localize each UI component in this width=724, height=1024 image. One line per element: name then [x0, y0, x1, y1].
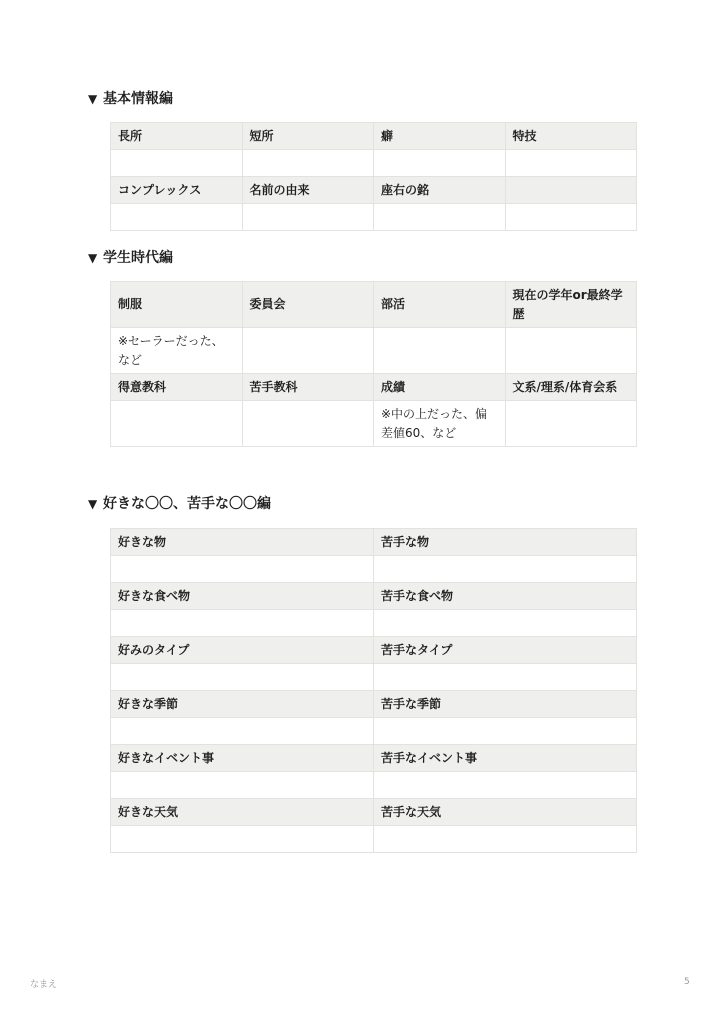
- table-cell: [242, 150, 374, 177]
- header-cell: [505, 177, 637, 204]
- table-cell: [111, 718, 374, 745]
- table-cell: [374, 772, 637, 799]
- table-cell: [505, 204, 637, 231]
- table-row: [111, 772, 637, 799]
- header-cell: 委員会: [242, 282, 374, 328]
- table-cell: ※セーラーだった、など: [111, 328, 243, 374]
- table-cell: [242, 401, 374, 447]
- header-cell: 文系/理系/体育会系: [505, 374, 637, 401]
- triangle-down-icon: ▼: [88, 92, 98, 106]
- header-cell: 苦手な季節: [374, 691, 637, 718]
- section-title-school: ▼ 学生時代編: [88, 250, 173, 266]
- table-cell: [374, 826, 637, 853]
- header-cell: 苦手なイベント事: [374, 745, 637, 772]
- header-cell: 苦手な食べ物: [374, 583, 637, 610]
- table-cell: [111, 664, 374, 691]
- header-cell: 制服: [111, 282, 243, 328]
- header-cell: 癖: [374, 123, 506, 150]
- table-row: [111, 150, 637, 177]
- table-row: [111, 204, 637, 231]
- table-cell: [374, 610, 637, 637]
- table-header-row: [111, 583, 637, 610]
- header-cell: 好きな季節: [111, 691, 374, 718]
- table-cell: [374, 204, 506, 231]
- header-cell: 名前の由来: [242, 177, 374, 204]
- table-header-row: [111, 123, 637, 150]
- table-row: [111, 328, 637, 374]
- table-cell: [111, 204, 243, 231]
- table-row: [111, 610, 637, 637]
- header-cell: コンプレックス: [111, 177, 243, 204]
- likes-dislikes-table: [110, 528, 637, 853]
- header-cell: 好みのタイプ: [111, 637, 374, 664]
- table-cell: [242, 204, 374, 231]
- section-title-basic: ▼ 基本情報編: [88, 91, 173, 107]
- header-cell: 部活: [374, 282, 506, 328]
- table-cell: [374, 328, 506, 374]
- header-cell: 好きな食べ物: [111, 583, 374, 610]
- table-cell: [374, 664, 637, 691]
- header-cell: 苦手な物: [374, 529, 637, 556]
- triangle-down-icon: ▼: [88, 497, 98, 511]
- table-cell: ※中の上だった、偏差値60、など: [374, 401, 506, 447]
- table-header-row: [111, 282, 637, 328]
- footer-name: なまえ: [30, 980, 58, 990]
- table-header-row: [111, 691, 637, 718]
- table-row: [111, 664, 637, 691]
- table-cell: [242, 328, 374, 374]
- table-header-row: [111, 745, 637, 772]
- table-cell: [111, 150, 243, 177]
- header-cell: 現在の学年or最終学歴: [505, 282, 637, 328]
- table-cell: [374, 150, 506, 177]
- basic-info-table: [110, 122, 637, 231]
- table-cell: [505, 328, 637, 374]
- table-cell: [111, 556, 374, 583]
- table-cell: [374, 718, 637, 745]
- table-header-row: [111, 799, 637, 826]
- header-cell: 好きな物: [111, 529, 374, 556]
- header-cell: 特技: [505, 123, 637, 150]
- section-title-likes: ▼ 好きな〇〇、苦手な〇〇編: [88, 496, 271, 512]
- header-cell: 苦手なタイプ: [374, 637, 637, 664]
- table-row: [111, 401, 637, 447]
- table-cell: [111, 772, 374, 799]
- table-row: [111, 718, 637, 745]
- header-cell: 座右の銘: [374, 177, 506, 204]
- table-cell: [111, 610, 374, 637]
- school-days-table: [110, 281, 637, 447]
- table-cell: [374, 556, 637, 583]
- table-cell: [111, 826, 374, 853]
- table-header-row: [111, 177, 637, 204]
- header-cell: 得意教科: [111, 374, 243, 401]
- header-cell: 苦手教科: [242, 374, 374, 401]
- header-cell: 好きなイベント事: [111, 745, 374, 772]
- table-cell: [111, 401, 243, 447]
- table-header-row: [111, 637, 637, 664]
- table-cell: [505, 401, 637, 447]
- table-row: [111, 556, 637, 583]
- table-header-row: [111, 529, 637, 556]
- page-number: 5: [684, 977, 690, 987]
- table-header-row: [111, 374, 637, 401]
- header-cell: 成績: [374, 374, 506, 401]
- header-cell: 苦手な天気: [374, 799, 637, 826]
- triangle-down-icon: ▼: [88, 251, 98, 265]
- table-cell: [505, 150, 637, 177]
- table-row: [111, 826, 637, 853]
- header-cell: 短所: [242, 123, 374, 150]
- header-cell: 好きな天気: [111, 799, 374, 826]
- header-cell: 長所: [111, 123, 243, 150]
